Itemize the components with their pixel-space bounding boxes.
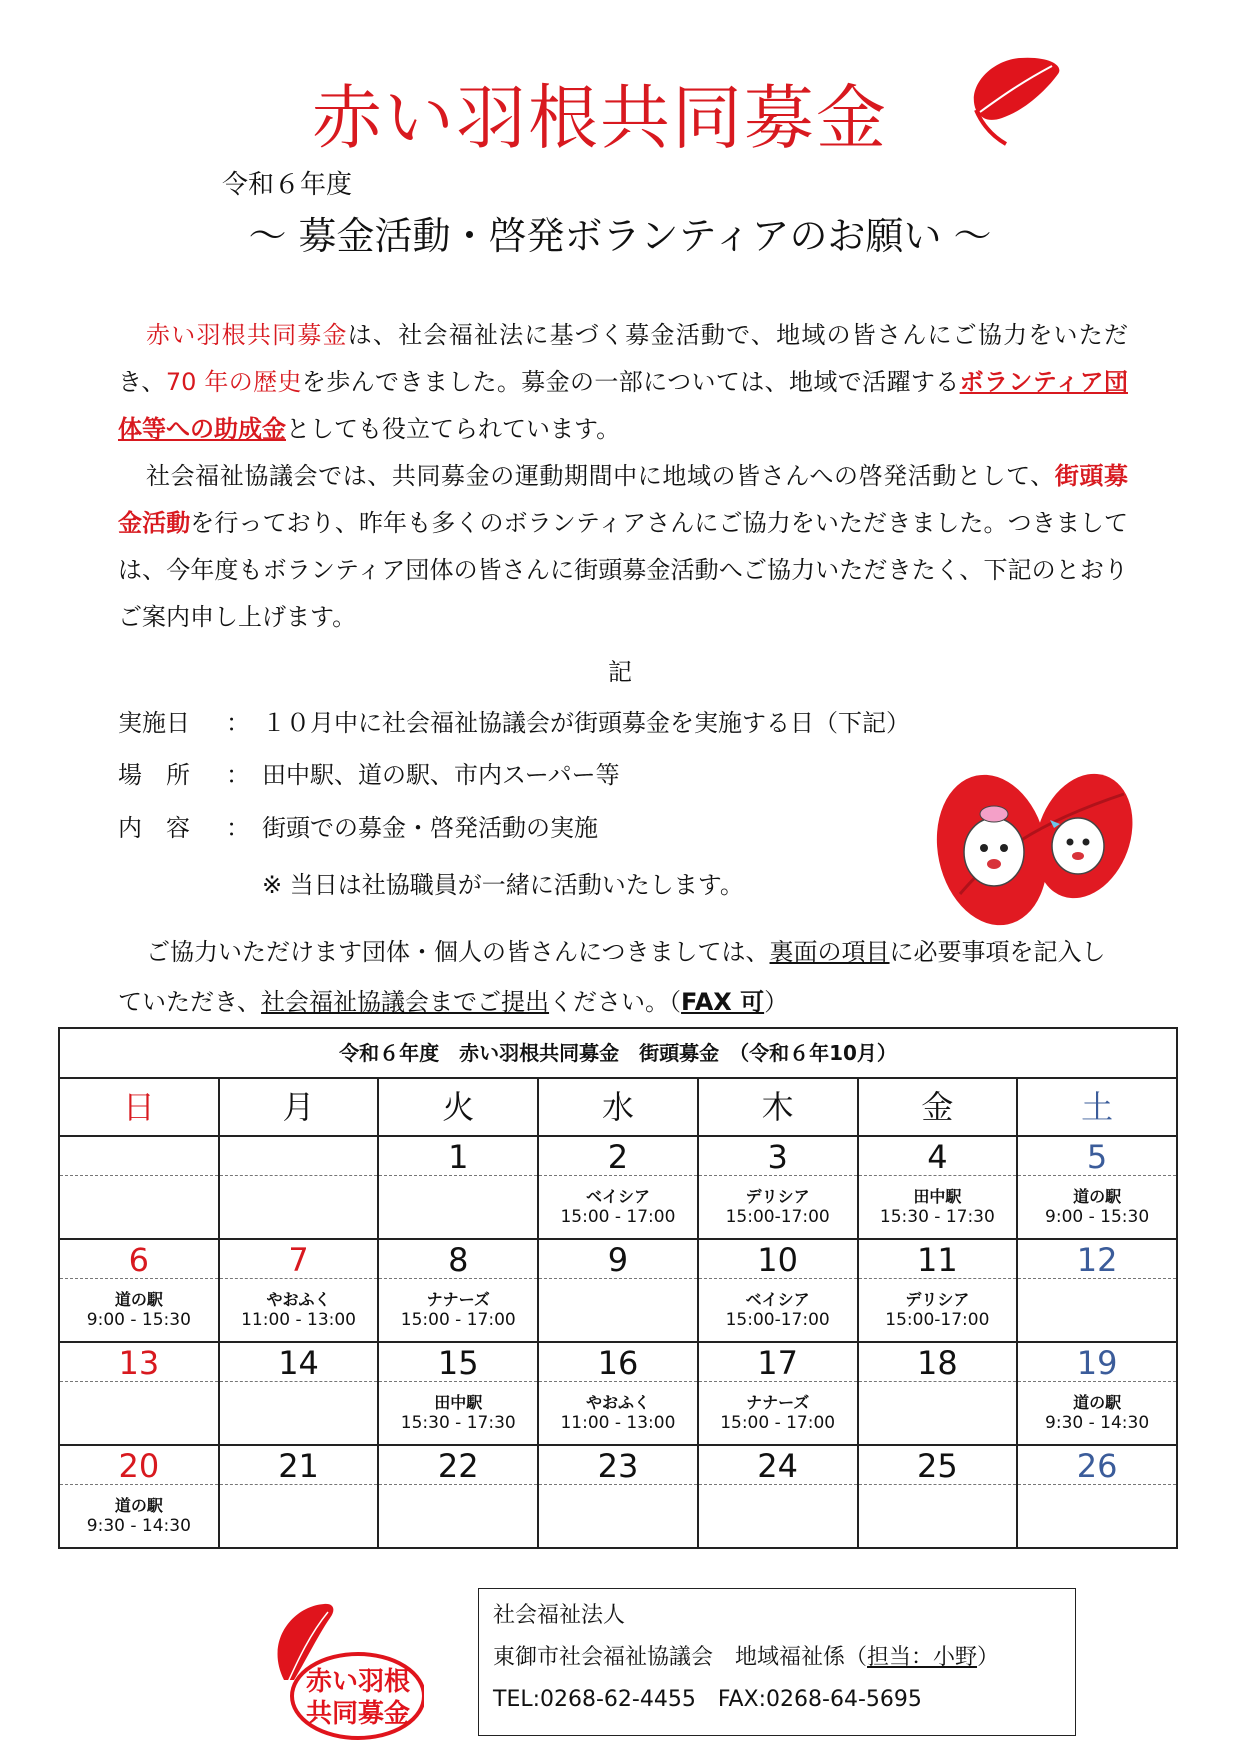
- event-time: 9:00 - 15:30: [1045, 1207, 1150, 1227]
- event-time: 15:00-17:00: [885, 1310, 990, 1330]
- highlight-text: 赤い羽根共同募金: [146, 321, 348, 349]
- day-content: [379, 1137, 537, 1238]
- highlight-text: ボランティア団体等への助成金: [118, 368, 1128, 443]
- intro-text: [118, 312, 1128, 641]
- day-content: [699, 1240, 857, 1341]
- request-text: [118, 927, 1128, 1027]
- underlined-text: 裏面の項目: [769, 938, 890, 966]
- day-number: 24: [699, 1446, 857, 1485]
- day-content: [699, 1343, 857, 1444]
- day-number: 26: [1018, 1446, 1176, 1485]
- day-number: 22: [379, 1446, 537, 1485]
- day-number: 16: [539, 1343, 697, 1382]
- event-location: 田中駅: [913, 1187, 962, 1206]
- text: を行っており、昨年も多くのボランティアさんにご協力をいただきました。つきましては、今年度もボランティア団体の皆さんに街頭募金活動へご協力いただきたく、下記のとおりご案内申し上げます。: [118, 509, 1129, 631]
- event-entry: [379, 1289, 537, 1331]
- text: に必要事項を記入していただき、: [118, 938, 1106, 1016]
- day-number: 3: [699, 1137, 857, 1176]
- event-location: ベイシア: [745, 1290, 810, 1309]
- event-location: 道の駅: [1073, 1393, 1122, 1412]
- event-location: ナナーズ: [746, 1393, 810, 1412]
- day-number: 17: [699, 1343, 857, 1382]
- weekday-thu: 木: [698, 1078, 858, 1136]
- calendar-day-cell: [1017, 1136, 1177, 1239]
- event-time: 9:00 - 15:30: [86, 1310, 191, 1330]
- event-time: 11:00 - 13:00: [241, 1310, 357, 1330]
- text: は、社会福祉法に基づく募金活動で、地域の皆さんにご協力をいただき、: [118, 321, 1129, 396]
- day-number: 21: [220, 1446, 378, 1485]
- event-time: 15:30 - 17:30: [400, 1413, 516, 1433]
- calendar-day-cell: [858, 1445, 1018, 1548]
- day-content: [60, 1137, 218, 1238]
- intro-paragraph-1: [118, 312, 1128, 453]
- day-number: 23: [539, 1446, 697, 1485]
- detail-colon: ：: [226, 709, 250, 737]
- day-content: [859, 1137, 1017, 1238]
- day-number: 7: [220, 1240, 378, 1279]
- event-time: 9:30 - 14:30: [1045, 1413, 1150, 1433]
- day-content: [220, 1240, 378, 1341]
- text: を歩んできました。募金の一部については、地域で活躍する: [301, 368, 960, 396]
- day-number: [60, 1137, 218, 1176]
- event-time: 15:00 - 17:00: [400, 1310, 516, 1330]
- day-number: 10: [699, 1240, 857, 1279]
- calendar-week-row: [59, 1239, 1177, 1342]
- day-content: [60, 1240, 218, 1341]
- detail-row-content: [118, 808, 598, 843]
- day-content: [539, 1240, 697, 1341]
- calendar-week-row: [59, 1342, 1177, 1445]
- event-location: やおふく: [266, 1290, 331, 1309]
- day-content: [220, 1343, 378, 1444]
- event-location: デリシア: [745, 1187, 810, 1206]
- detail-label: 実施日: [118, 709, 190, 737]
- day-number: [220, 1137, 378, 1176]
- subtitle: ～ 募金活動・啓発ボランティアのお願い ～: [248, 214, 992, 258]
- weekday-sat: 土: [1017, 1078, 1177, 1136]
- day-content: [1018, 1137, 1176, 1238]
- calendar-day-cell: [1017, 1445, 1177, 1548]
- calendar-table: [58, 1027, 1178, 1549]
- calendar-day-cell: [219, 1342, 379, 1445]
- day-number: 6: [60, 1240, 218, 1279]
- day-number: 8: [379, 1240, 537, 1279]
- day-content: [699, 1446, 857, 1547]
- event-entry: [699, 1392, 857, 1434]
- day-number: 5: [1018, 1137, 1176, 1176]
- day-content: [539, 1137, 697, 1238]
- page-title: 赤い羽根共同募金: [312, 77, 888, 159]
- event-location: 道の駅: [1073, 1187, 1122, 1206]
- day-content: [859, 1343, 1017, 1444]
- calendar-day-cell: [59, 1136, 219, 1239]
- text: ）: [977, 1645, 1000, 1670]
- day-number: 12: [1018, 1240, 1176, 1279]
- event-location: 道の駅: [114, 1496, 163, 1515]
- calendar-day-cell: [858, 1342, 1018, 1445]
- event-location: 道の駅: [114, 1290, 163, 1309]
- text: としても役立てられています。: [286, 415, 621, 443]
- day-content: [859, 1446, 1017, 1547]
- day-content: [699, 1137, 857, 1238]
- calendar-day-cell: [538, 1445, 698, 1548]
- detail-row-date: [118, 703, 910, 738]
- calendar-day-cell: [378, 1136, 538, 1239]
- detail-value: １０月中に社会福祉協議会が街頭募金を実施する日（下記）: [262, 709, 910, 737]
- text: 社会福祉協議会では、共同募金の運動期間中に地域の皆さんへの啓発活動として、: [146, 462, 1055, 490]
- calendar-day-cell: [378, 1342, 538, 1445]
- ki-heading: 記: [608, 658, 632, 686]
- event-entry: [1018, 1392, 1176, 1434]
- calendar-week-row: [59, 1136, 1177, 1239]
- calendar-day-cell: [858, 1136, 1018, 1239]
- event-entry: [60, 1495, 218, 1537]
- weekday-sun: 日: [59, 1078, 219, 1136]
- request-paragraph: [118, 927, 1128, 1027]
- underlined-text: 社会福祉協議会までご提出: [261, 988, 550, 1016]
- day-content: [220, 1137, 378, 1238]
- contact-box: [478, 1588, 1076, 1736]
- red-feather-icon: [962, 52, 1066, 148]
- text: ）: [764, 988, 789, 1016]
- day-number: 13: [60, 1343, 218, 1382]
- calendar-week-row: [59, 1445, 1177, 1548]
- fiscal-year: 令和６年度: [222, 170, 353, 200]
- detail-colon: ：: [226, 814, 250, 842]
- staff-note: ※ 当日は社協職員が一緒に活動いたします。: [262, 871, 744, 899]
- text: 東御市社会福祉協議会 地域福祉係（: [493, 1645, 868, 1670]
- event-entry: [379, 1392, 537, 1434]
- calendar-day-cell: [219, 1136, 379, 1239]
- contact-dept: [493, 1637, 1061, 1679]
- day-content: [60, 1343, 218, 1444]
- calendar-day-cell: [1017, 1342, 1177, 1445]
- day-number: 4: [859, 1137, 1017, 1176]
- day-number: 2: [539, 1137, 697, 1176]
- event-location: ナナーズ: [426, 1290, 490, 1309]
- calendar-day-cell: [698, 1342, 858, 1445]
- day-number: 20: [60, 1446, 218, 1485]
- day-number: 19: [1018, 1343, 1176, 1382]
- event-entry: [699, 1186, 857, 1228]
- event-time: 15:30 - 17:30: [879, 1207, 995, 1227]
- contact-phone-fax: TEL:0268-62-4455 FAX:0268-64-5695: [493, 1687, 922, 1712]
- event-time: 15:00 - 17:00: [720, 1413, 836, 1433]
- weekday-header-row: [59, 1078, 1177, 1136]
- day-content: [1018, 1446, 1176, 1547]
- day-content: [379, 1343, 537, 1444]
- event-entry: [699, 1289, 857, 1331]
- akai-hane-logo: [254, 1600, 424, 1740]
- calendar-day-cell: [538, 1342, 698, 1445]
- detail-value: 田中駅、道の駅、市内スーパー等: [262, 761, 620, 789]
- event-location: やおふく: [585, 1393, 650, 1412]
- calendar-day-cell: [858, 1239, 1018, 1342]
- event-entry: [539, 1186, 697, 1228]
- day-content: [379, 1446, 537, 1547]
- logo-line2: 共同募金: [305, 1699, 411, 1729]
- text: ください。（: [549, 988, 682, 1016]
- event-time: 15:00-17:00: [725, 1207, 830, 1227]
- calendar-day-cell: [538, 1136, 698, 1239]
- event-entry: [859, 1186, 1017, 1228]
- day-number: 1: [379, 1137, 537, 1176]
- calendar-day-cell: [219, 1445, 379, 1548]
- day-number: 11: [859, 1240, 1017, 1279]
- day-content: [859, 1240, 1017, 1341]
- event-location: デリシア: [905, 1290, 970, 1309]
- calendar-day-cell: [538, 1239, 698, 1342]
- event-time: 11:00 - 13:00: [560, 1413, 676, 1433]
- weekday-mon: 月: [219, 1078, 379, 1136]
- day-number: 9: [539, 1240, 697, 1279]
- detail-label: 内 容: [118, 814, 190, 842]
- calendar-day-cell: [219, 1239, 379, 1342]
- day-number: 25: [859, 1446, 1017, 1485]
- mascot-illustration: [924, 764, 1138, 928]
- day-number: 15: [379, 1343, 537, 1382]
- event-entry: [539, 1392, 697, 1434]
- calendar-day-cell: [378, 1445, 538, 1548]
- highlight-text: 街頭募金活動: [118, 462, 1129, 537]
- event-entry: [1018, 1186, 1176, 1228]
- intro-paragraph-2: [118, 453, 1128, 641]
- weekday-wed: 水: [538, 1078, 698, 1136]
- contact-person: 担当：小野: [867, 1645, 978, 1670]
- day-content: [220, 1446, 378, 1547]
- contact-org: 社会福祉法人: [493, 1603, 626, 1628]
- day-content: [60, 1446, 218, 1547]
- day-content: [379, 1240, 537, 1341]
- day-content: [539, 1343, 697, 1444]
- event-location: 田中駅: [434, 1393, 483, 1412]
- day-number: 18: [859, 1343, 1017, 1382]
- calendar-day-cell: [59, 1342, 219, 1445]
- event-entry: [220, 1289, 378, 1331]
- event-location: ベイシア: [585, 1187, 650, 1206]
- calendar-day-cell: [378, 1239, 538, 1342]
- fax-note: FAX 可: [681, 988, 765, 1016]
- event-entry: [859, 1289, 1017, 1331]
- weekday-tue: 火: [378, 1078, 538, 1136]
- detail-row-place: [118, 755, 620, 790]
- weekday-fri: 金: [858, 1078, 1018, 1136]
- day-number: 14: [220, 1343, 378, 1382]
- event-time: 15:00-17:00: [725, 1310, 830, 1330]
- calendar-day-cell: [1017, 1239, 1177, 1342]
- calendar-title: 令和６年度 赤い羽根共同募金 街頭募金 （令和６年10月）: [59, 1028, 1177, 1078]
- logo-line1: 赤い羽根: [305, 1667, 411, 1697]
- event-time: 9:30 - 14:30: [86, 1516, 191, 1536]
- detail-value: 街頭での募金・啓発活動の実施: [262, 814, 598, 842]
- calendar-day-cell: [698, 1136, 858, 1239]
- calendar-day-cell: [59, 1239, 219, 1342]
- day-content: [1018, 1343, 1176, 1444]
- detail-label: 場 所: [118, 761, 190, 789]
- day-content: [539, 1446, 697, 1547]
- event-entry: [60, 1289, 218, 1331]
- event-time: 15:00 - 17:00: [560, 1207, 676, 1227]
- calendar-day-cell: [698, 1445, 858, 1548]
- text: ご協力いただけます団体・個人の皆さんにつきましては、: [146, 938, 770, 966]
- detail-colon: ：: [226, 761, 250, 789]
- calendar-day-cell: [698, 1239, 858, 1342]
- highlight-text: 70 年の歴史: [165, 368, 302, 396]
- day-content: [1018, 1240, 1176, 1341]
- calendar-day-cell: [59, 1445, 219, 1548]
- calendar-weeks: [59, 1136, 1177, 1548]
